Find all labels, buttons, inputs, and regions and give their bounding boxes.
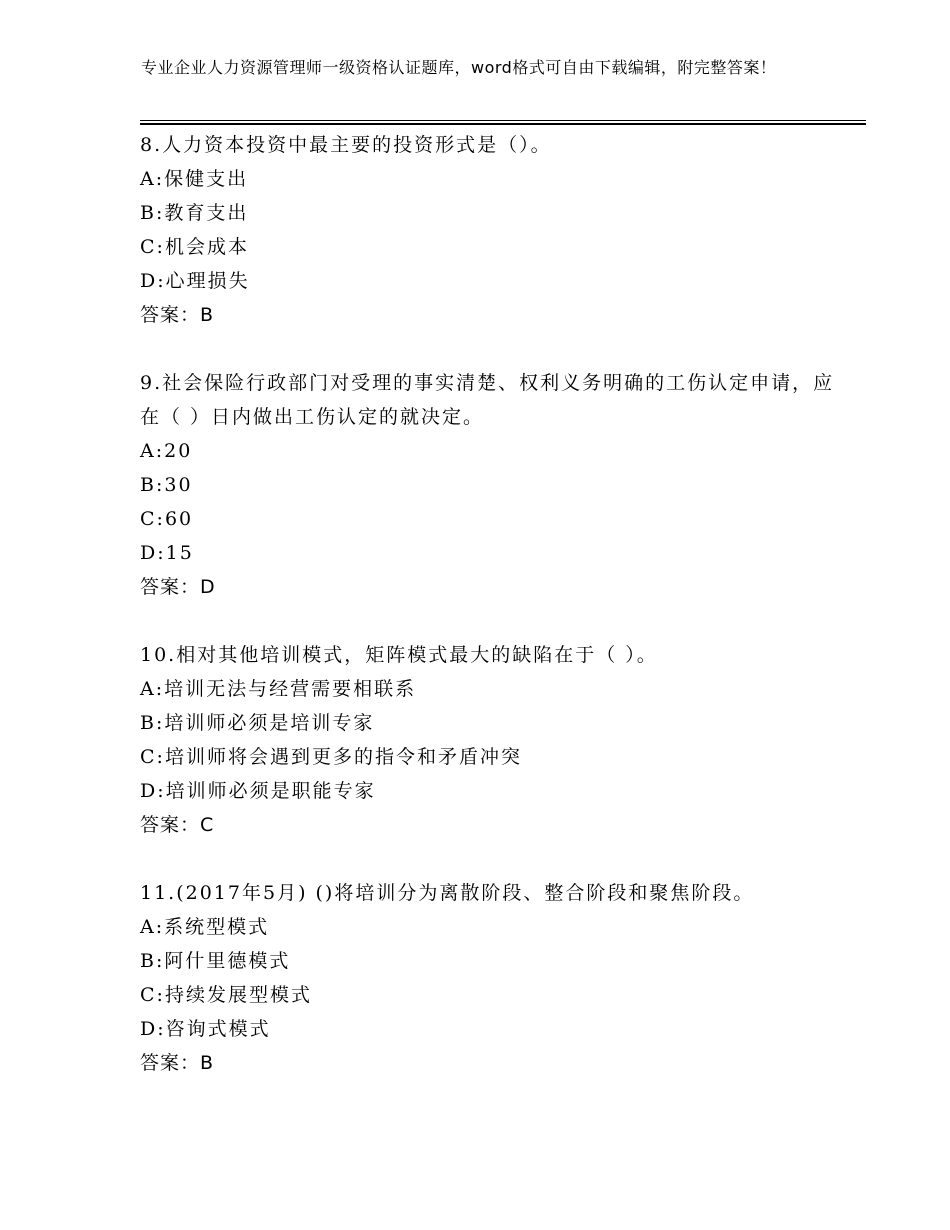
question-stem: 10.相对其他培训模式，矩阵模式最大的缺陷在于（ ）。 — [140, 644, 658, 666]
header-divider — [140, 120, 866, 125]
option-a: A:保健支出 — [140, 168, 249, 190]
question-list — [140, 128, 840, 1114]
option-d: D:培训师必须是职能专家 — [140, 780, 376, 802]
option-b: B:培训师必须是培训专家 — [140, 712, 375, 734]
answer-line: 答案：D — [140, 576, 216, 598]
option-b: B:阿什里德模式 — [140, 950, 291, 972]
option-c: C:培训师将会遇到更多的指令和矛盾冲突 — [140, 746, 522, 768]
option-b: B:教育支出 — [140, 202, 249, 224]
question-stem: 9.社会保险行政部门对受理的事实清楚、权利义务明确的工伤认定申请，应在（ ）日内做出工伤认定的就决定。 — [140, 372, 835, 428]
option-d: D:心理损失 — [140, 270, 250, 292]
option-a: A:系统型模式 — [140, 916, 270, 938]
header-title: 专业企业人力资源管理师一级资格认证题库，word格式可自由下载编辑，附完整答案！ — [141, 58, 777, 77]
option-d: D:咨询式模式 — [140, 1018, 271, 1040]
option-c: C:机会成本 — [140, 236, 249, 258]
question-item — [140, 128, 840, 332]
option-c: C:60 — [140, 508, 194, 530]
page-header — [141, 57, 821, 79]
option-a: A:培训无法与经营需要相联系 — [140, 678, 417, 700]
answer-line: 答案：B — [140, 304, 215, 326]
answer-line: 答案：B — [140, 1052, 215, 1074]
answer-line: 答案：C — [140, 814, 215, 836]
option-c: C:持续发展型模式 — [140, 984, 312, 1006]
option-a: A:20 — [140, 440, 193, 462]
question-stem: 8.人力资本投资中最主要的投资形式是（）。 — [140, 134, 552, 156]
option-d: D:15 — [140, 542, 194, 564]
question-item — [140, 638, 840, 842]
question-item — [140, 876, 840, 1080]
question-item — [140, 366, 840, 604]
question-stem: 11.(2017年5月) ()将培训分为离散阶段、整合阶段和聚焦阶段。 — [140, 882, 755, 904]
option-b: B:30 — [140, 474, 193, 496]
